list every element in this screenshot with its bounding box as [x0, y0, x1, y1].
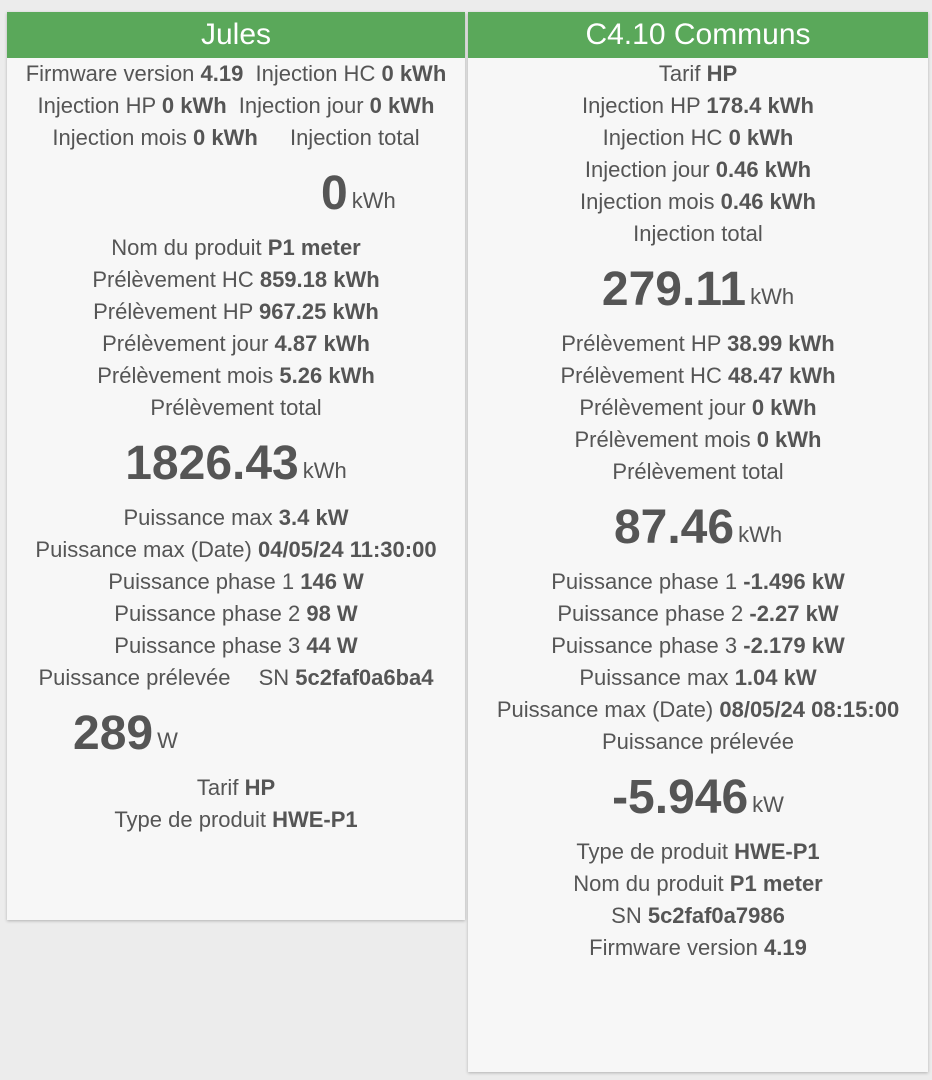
info-row	[468, 392, 928, 424]
attr-label: Injection HP	[582, 93, 701, 118]
injection-total-value	[468, 250, 928, 328]
attr-label: SN	[258, 665, 290, 690]
big-unit: kWh	[750, 284, 795, 309]
attr-value: -1.496 kW	[743, 569, 845, 594]
attr-label: Puissance phase 1	[551, 569, 738, 594]
attr-value: HP	[706, 61, 738, 86]
info-row	[7, 502, 465, 534]
info-row	[468, 630, 928, 662]
info-row	[468, 836, 928, 868]
attr-value: 38.99 kWh	[727, 331, 835, 356]
attr-label: Prélèvement HP	[561, 331, 722, 356]
attr-value: 0.46 kWh	[715, 157, 812, 182]
big-unit: W	[157, 728, 178, 753]
info-row	[468, 360, 928, 392]
info-row	[7, 122, 465, 154]
info-row	[7, 534, 465, 566]
attr-label: Prélèvement HC	[92, 267, 254, 292]
attr-label: Prélèvement mois	[574, 427, 751, 452]
info-row	[7, 90, 465, 122]
info-row	[468, 598, 928, 630]
big-number: 289	[73, 706, 154, 760]
attr-value: 0 kWh	[756, 427, 822, 452]
attr-label: Puissance max	[579, 665, 729, 690]
attr-label: Tarif	[658, 61, 701, 86]
card-communs	[468, 12, 928, 1072]
attr-value: 5c2faf0a7986	[647, 903, 785, 928]
attr-label: Injection mois	[579, 189, 715, 214]
attr-value: 178.4 kWh	[706, 93, 814, 118]
big-number: 0	[321, 166, 348, 220]
attr-label: Injection jour	[584, 157, 710, 182]
info-row	[7, 630, 465, 662]
attr-value: 0 kWh	[751, 395, 817, 420]
info-row	[468, 662, 928, 694]
attr-label: Injection mois	[52, 125, 187, 150]
info-row	[7, 598, 465, 630]
info-row	[468, 328, 928, 360]
puissance-prelevee-value	[7, 694, 465, 772]
attr-value: HWE-P1	[734, 839, 820, 864]
attr-value: P1 meter	[267, 235, 361, 260]
info-row	[7, 360, 465, 392]
attr-label: Injection HP	[37, 93, 156, 118]
attr-label: Injection jour	[238, 93, 364, 118]
attr-label: Firmware version	[25, 61, 195, 86]
attr-value: 0 kWh	[161, 93, 227, 118]
attr-value: P1 meter	[729, 871, 823, 896]
attr-value: HP	[244, 775, 276, 800]
attr-label: Nom du produit	[111, 235, 262, 260]
attr-value: 48.47 kWh	[727, 363, 836, 388]
attr-value: 5.26 kWh	[279, 363, 375, 388]
card-title[interactable]: Jules	[7, 12, 465, 58]
attr-value: 146 W	[300, 569, 364, 594]
attr-label: Tarif	[196, 775, 239, 800]
attr-value: 4.87 kWh	[274, 331, 370, 356]
attr-label: Puissance phase 3	[551, 633, 738, 658]
attr-value: 0 kWh	[728, 125, 794, 150]
info-row	[7, 264, 465, 296]
card-jules	[7, 12, 465, 920]
attr-value: -2.27 kW	[749, 601, 839, 626]
attr-value: 98 W	[306, 601, 358, 626]
attr-value: 44 W	[306, 633, 358, 658]
big-number: 1826.43	[125, 436, 299, 490]
attr-label: Puissance prélevée	[601, 729, 794, 754]
attr-label: Prélèvement HP	[93, 299, 253, 324]
big-unit: kWh	[302, 458, 347, 483]
info-row	[468, 566, 928, 598]
info-row	[468, 58, 928, 90]
injection-total-value	[7, 154, 465, 232]
attr-label: Puissance phase 3	[114, 633, 301, 658]
info-row	[468, 726, 928, 758]
info-row	[7, 804, 465, 836]
attr-value: 1.04 kW	[734, 665, 817, 690]
attr-label: Puissance phase 2	[114, 601, 301, 626]
big-number: 279.11	[601, 262, 747, 316]
attr-value: 967.25 kWh	[259, 299, 379, 324]
info-row	[468, 694, 928, 726]
attr-label: Type de produit	[114, 807, 266, 832]
attr-label: Puissance max (Date)	[35, 537, 252, 562]
attr-value: -2.179 kW	[743, 633, 845, 658]
attr-value: 4.19	[764, 935, 807, 960]
attr-label: Injection total	[289, 125, 420, 150]
attr-label: Nom du produit	[573, 871, 724, 896]
attr-label: Prélèvement HC	[560, 363, 722, 388]
attr-label: Prélèvement total	[150, 395, 322, 420]
info-row	[468, 122, 928, 154]
info-row	[7, 662, 465, 694]
big-unit: kWh	[351, 188, 396, 213]
attr-value: 0 kWh	[381, 61, 447, 86]
attr-value: 0.46 kWh	[720, 189, 816, 214]
attr-value: 5c2faf0a6ba4	[295, 665, 434, 690]
attr-value: 859.18 kWh	[259, 267, 380, 292]
attr-label: Puissance max	[123, 505, 273, 530]
attr-label: Puissance phase 2	[557, 601, 744, 626]
attr-label: Injection HC	[602, 125, 723, 150]
attr-label: Puissance phase 1	[108, 569, 295, 594]
card-title[interactable]: C4.10 Communs	[468, 12, 928, 58]
attr-value: 04/05/24 11:30:00	[257, 537, 437, 562]
attr-label: Puissance max (Date)	[496, 697, 714, 722]
prelevement-total-value	[7, 424, 465, 502]
info-row	[468, 90, 928, 122]
info-row	[7, 772, 465, 804]
info-row	[468, 424, 928, 456]
info-row	[468, 868, 928, 900]
attr-label: Type de produit	[576, 839, 728, 864]
info-row	[468, 932, 928, 964]
attr-label: SN	[611, 903, 642, 928]
attr-value: HWE-P1	[272, 807, 358, 832]
info-row	[468, 186, 928, 218]
big-unit: kW	[752, 792, 784, 817]
attr-label: Injection HC	[255, 61, 376, 86]
attr-value: 4.19	[200, 61, 244, 86]
info-row	[7, 328, 465, 360]
info-row	[7, 232, 465, 264]
attr-value: 0 kWh	[369, 93, 435, 118]
big-number: 87.46	[613, 500, 735, 554]
attr-value: 08/05/24 08:15:00	[719, 697, 900, 722]
big-unit: kWh	[738, 522, 783, 547]
info-row	[468, 218, 928, 250]
info-row	[7, 296, 465, 328]
attr-label: Puissance prélevée	[38, 665, 231, 690]
info-row	[468, 900, 928, 932]
attr-label: Prélèvement jour	[102, 331, 269, 356]
info-row	[468, 154, 928, 186]
big-number: -5.946	[612, 770, 749, 824]
attr-label: Prélèvement jour	[579, 395, 746, 420]
attr-label: Prélèvement total	[612, 459, 784, 484]
info-row	[7, 566, 465, 598]
info-row	[7, 392, 465, 424]
info-row	[7, 58, 465, 90]
prelevement-total-value	[468, 488, 928, 566]
attr-label: Firmware version	[589, 935, 758, 960]
puissance-prelevee-value	[468, 758, 928, 836]
info-row	[468, 456, 928, 488]
attr-label: Prélèvement mois	[97, 363, 274, 388]
attr-label: Injection total	[633, 221, 763, 246]
attr-value: 0 kWh	[193, 125, 258, 150]
attr-value: 3.4 kW	[278, 505, 349, 530]
